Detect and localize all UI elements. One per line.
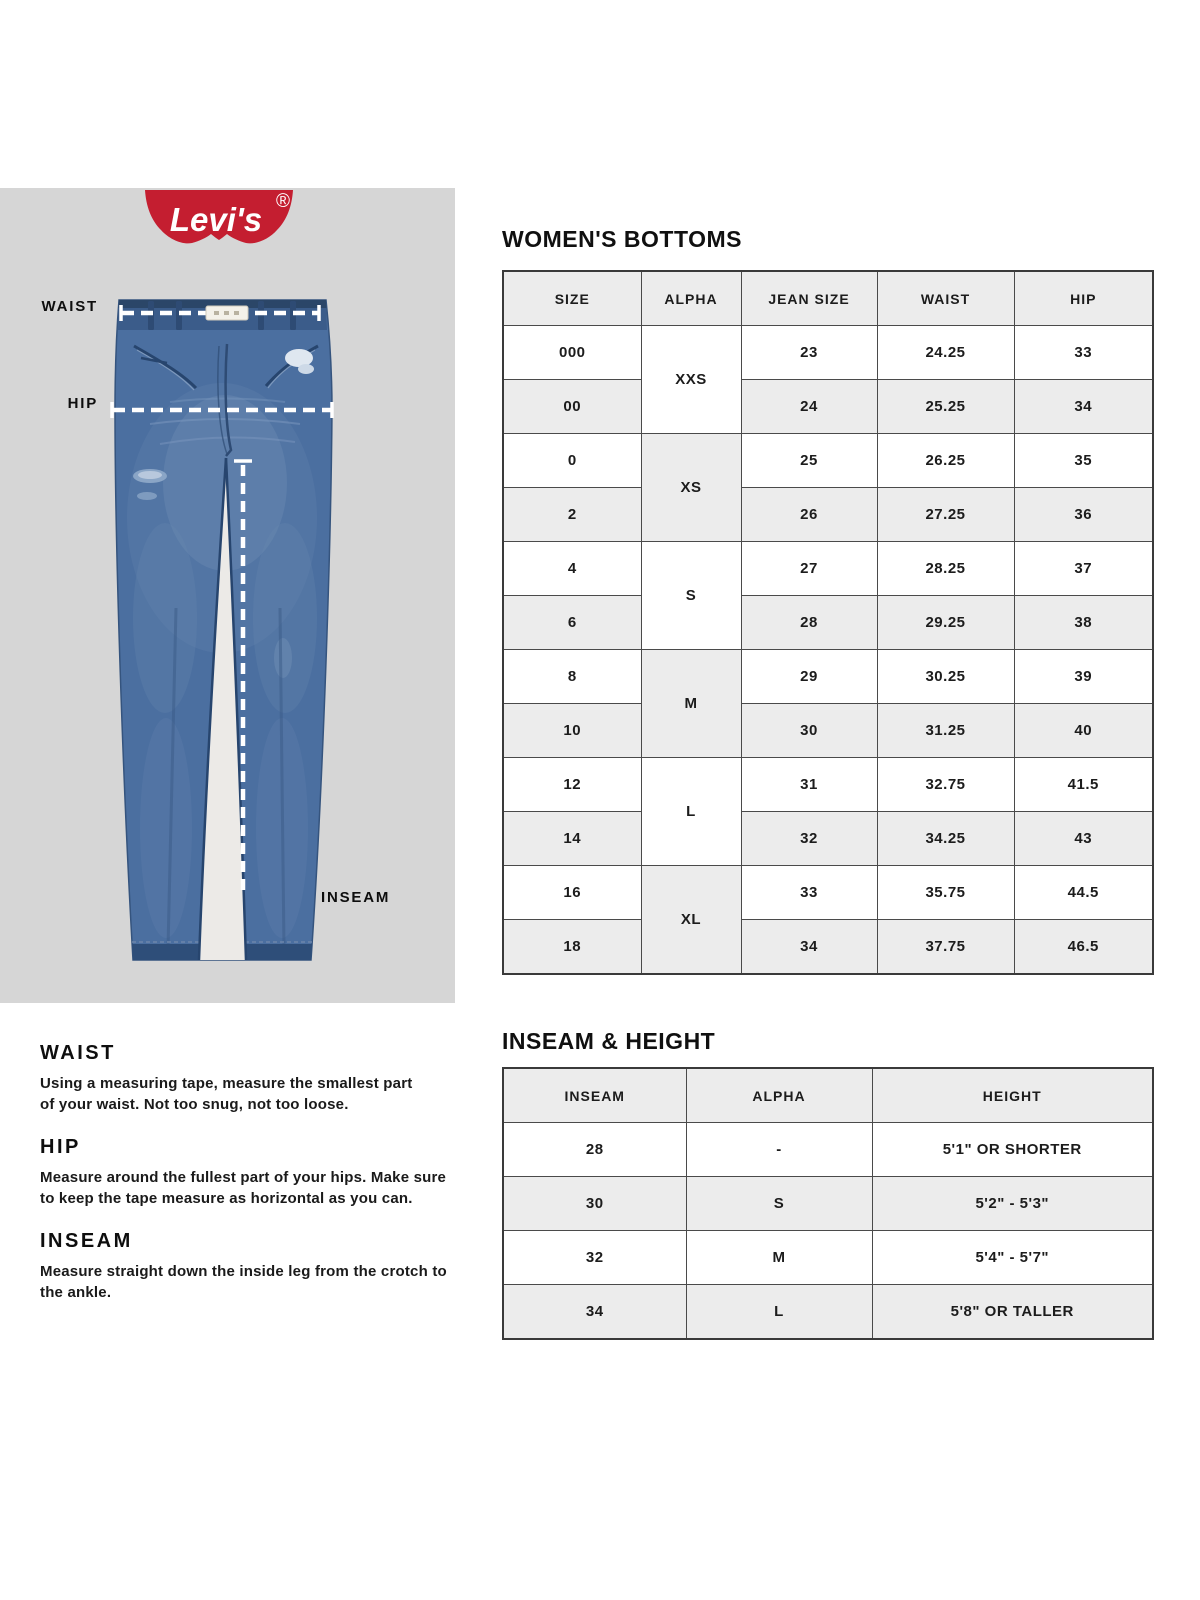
hip-cell: 41.5 (1014, 758, 1153, 812)
table-row (503, 650, 1153, 704)
waist-cell: 28.25 (877, 542, 1014, 596)
jean-size-cell: 25 (741, 434, 877, 488)
height-cell: 5'8" OR TALLER (872, 1285, 1153, 1340)
header-row (503, 271, 1153, 326)
alpha-cell: L (641, 758, 741, 866)
table-row (503, 704, 1153, 758)
waist-cell: 34.25 (877, 812, 1014, 866)
col-alpha: ALPHA (686, 1068, 872, 1123)
col-inseam: INSEAM (503, 1068, 686, 1123)
col-hip: HIP (1014, 271, 1153, 326)
measuring-guide (40, 1042, 495, 1324)
jean-size-cell: 34 (741, 920, 877, 975)
size-cell: 14 (503, 812, 641, 866)
jean-size-cell: 27 (741, 542, 877, 596)
size-cell: 000 (503, 326, 641, 380)
table-row (503, 434, 1153, 488)
waist-cell: 29.25 (877, 596, 1014, 650)
hip-cell: 43 (1014, 812, 1153, 866)
hip-cell: 37 (1014, 542, 1153, 596)
hip-cell: 40 (1014, 704, 1153, 758)
guide-text-line: Using a measuring tape, measure the smallest part (40, 1075, 413, 1092)
alpha-cell: M (641, 650, 741, 758)
table-row (503, 326, 1153, 380)
guide-text-line: the ankle. (40, 1284, 112, 1301)
height-cell: 5'1" OR SHORTER (872, 1123, 1153, 1177)
inseam-cell: 32 (503, 1231, 686, 1285)
alpha-cell: XXS (641, 326, 741, 434)
table-row (503, 596, 1153, 650)
size-cell: 6 (503, 596, 641, 650)
waist-cell: 31.25 (877, 704, 1014, 758)
hip-cell: 35 (1014, 434, 1153, 488)
hip-cell: 38 (1014, 596, 1153, 650)
waist-cell: 37.75 (877, 920, 1014, 975)
waist-cell: 25.25 (877, 380, 1014, 434)
table-row (503, 866, 1153, 920)
table-row (503, 1231, 1153, 1285)
jean-size-cell: 24 (741, 380, 877, 434)
height-cell: 5'4" - 5'7" (872, 1231, 1153, 1285)
waist-cell: 35.75 (877, 866, 1014, 920)
waist-cell: 32.75 (877, 758, 1014, 812)
size-cell: 18 (503, 920, 641, 975)
guide-section-inseam (40, 1230, 495, 1303)
guide-text-line: of your waist. Not too snug, not too loose. (40, 1096, 349, 1113)
inseam-cell: 34 (503, 1285, 686, 1340)
waist-cell: 24.25 (877, 326, 1014, 380)
table-row (503, 1285, 1153, 1340)
col-jean-size: JEAN SIZE (741, 271, 877, 326)
hip-diagram-label: HIP (67, 395, 98, 412)
waistband-tag (206, 306, 248, 320)
registered-mark: ® (276, 191, 290, 212)
guide-text-line: to keep the tape measure as horizontal as you can. (40, 1190, 413, 1207)
waist-cell: 27.25 (877, 488, 1014, 542)
guide-heading: HIP (40, 1136, 81, 1158)
jean-size-cell: 26 (741, 488, 877, 542)
hip-cell: 33 (1014, 326, 1153, 380)
size-cell: 10 (503, 704, 641, 758)
jeans-diagram-panel (0, 188, 455, 1003)
inseam-height-title: INSEAM & HEIGHT (502, 1028, 716, 1054)
waist-diagram-label: WAIST (41, 298, 98, 315)
header-row (503, 1068, 1153, 1123)
guide-text-line: Measure straight down the inside leg from the crotch to (40, 1263, 447, 1280)
jean-size-cell: 29 (741, 650, 877, 704)
table-row (503, 920, 1153, 975)
levis-logo (143, 190, 295, 262)
waist-cell: 26.25 (877, 434, 1014, 488)
alpha-cell: XS (641, 434, 741, 542)
guide-heading: WAIST (40, 1042, 116, 1064)
jean-size-cell: 30 (741, 704, 877, 758)
guide-heading: INSEAM (40, 1230, 133, 1252)
alpha-cell: XL (641, 866, 741, 975)
alpha-cell: L (686, 1285, 872, 1340)
size-cell: 8 (503, 650, 641, 704)
size-cell: 00 (503, 380, 641, 434)
guide-section-hip (40, 1136, 495, 1209)
table-row (503, 758, 1153, 812)
logo-wordmark: Levi's (169, 201, 263, 238)
hip-cell: 34 (1014, 380, 1153, 434)
inseam-cell: 28 (503, 1123, 686, 1177)
jean-size-cell: 31 (741, 758, 877, 812)
size-cell: 4 (503, 542, 641, 596)
size-cell: 12 (503, 758, 641, 812)
size-cell: 0 (503, 434, 641, 488)
alpha-cell: S (641, 542, 741, 650)
inseam-diagram-label: INSEAM (321, 889, 391, 906)
guide-text-line: Measure around the fullest part of your hips. Make sure (40, 1169, 447, 1186)
womens-bottoms-table (502, 270, 1154, 975)
size-cell: 2 (503, 488, 641, 542)
col-alpha: ALPHA (641, 271, 741, 326)
col-size: SIZE (503, 271, 641, 326)
jean-size-cell: 23 (741, 326, 877, 380)
height-cell: 5'2" - 5'3" (872, 1177, 1153, 1231)
hip-cell: 44.5 (1014, 866, 1153, 920)
jean-size-cell: 32 (741, 812, 877, 866)
jean-size-cell: 33 (741, 866, 877, 920)
table-row (503, 488, 1153, 542)
table-row (503, 380, 1153, 434)
guide-section-waist (40, 1042, 495, 1115)
col-waist: WAIST (877, 271, 1014, 326)
hip-cell: 46.5 (1014, 920, 1153, 975)
jean-size-cell: 28 (741, 596, 877, 650)
table-row (503, 542, 1153, 596)
womens-bottoms-title: WOMEN'S BOTTOMS (502, 226, 742, 252)
col-height: HEIGHT (872, 1068, 1153, 1123)
table-row (503, 1177, 1153, 1231)
inseam-height-table (502, 1067, 1154, 1340)
table-row (503, 812, 1153, 866)
table-row (503, 1123, 1153, 1177)
alpha-cell: S (686, 1177, 872, 1231)
alpha-cell: M (686, 1231, 872, 1285)
inseam-cell: 30 (503, 1177, 686, 1231)
size-cell: 16 (503, 866, 641, 920)
waist-cell: 30.25 (877, 650, 1014, 704)
hip-cell: 36 (1014, 488, 1153, 542)
alpha-cell: - (686, 1123, 872, 1177)
hip-cell: 39 (1014, 650, 1153, 704)
